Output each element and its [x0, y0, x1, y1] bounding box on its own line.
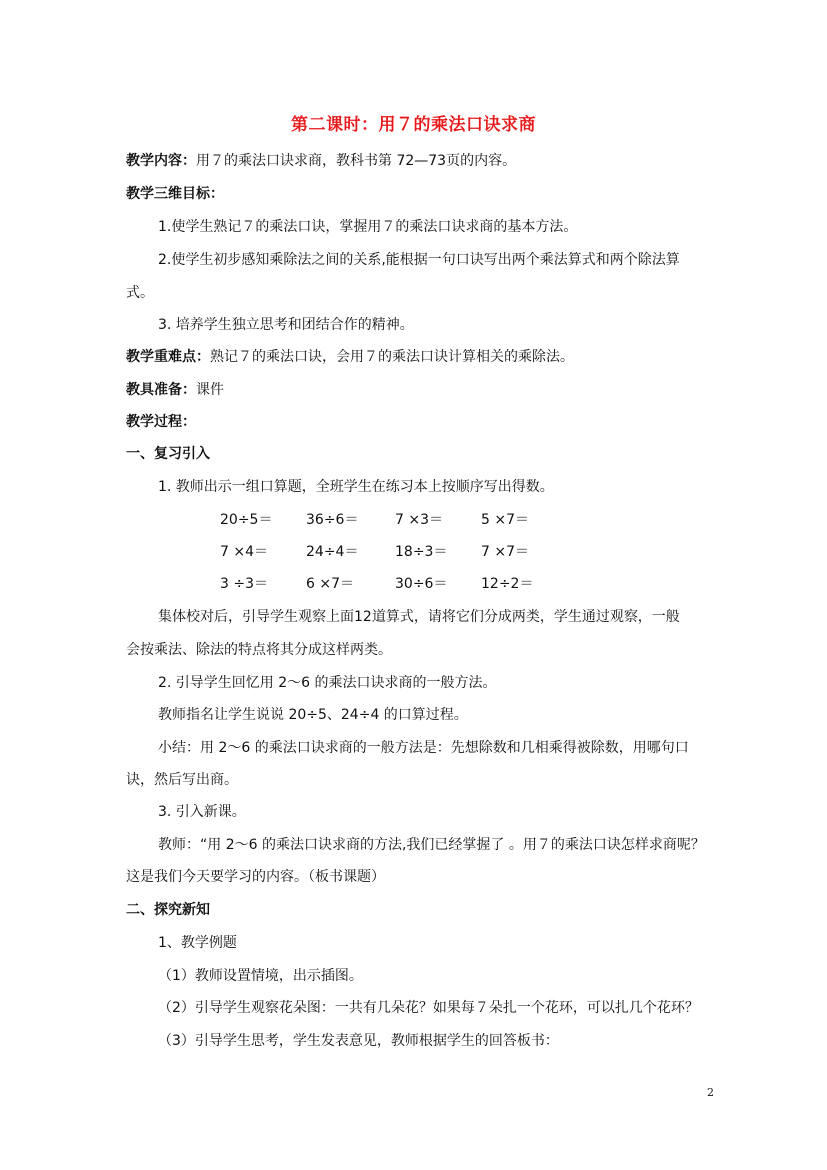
paragraph-line: 会按乘法、除法的特点将其分成这样两类。: [126, 642, 392, 658]
goal-2-line-2: 式。: [126, 285, 154, 301]
key-points-text: 熟记７的乘法口诀，会用７的乘法口诀计算相关的乘除法。: [210, 349, 574, 365]
equation: 30÷6＝: [395, 576, 448, 592]
paragraph-line: 教师指名让学生说说 20÷5、24÷4 的口算过程。: [158, 707, 468, 723]
equation: 3 ÷3＝: [220, 576, 268, 592]
equation: 20÷5＝: [220, 512, 273, 528]
teaching-tools-text: 课件: [196, 382, 224, 398]
teaching-content-label: 教学内容：: [126, 153, 196, 169]
goals-heading: 教学三维目标：: [126, 186, 224, 202]
review-item-3: 3. 引入新课。: [158, 804, 246, 820]
explore-item-1: 1、教学例题: [158, 935, 237, 951]
teaching-tools-label: 教具准备：: [126, 382, 196, 398]
goal-2-line-1: 2.使学生初步感知乘除法之间的关系,能根据一句口诀写出两个乘法算式和两个除法算: [158, 252, 680, 268]
teaching-content-line: [126, 151, 516, 171]
explore-sub-item: （3）引导学生思考，学生发表意见，教师根据学生的回答板书：: [158, 1033, 559, 1049]
goal-1: 1.使学生熟记７的乘法口诀，掌握用７的乘法口诀求商的基本方法。: [158, 219, 578, 235]
paragraph-line: 集体校对后，引导学生观察上面12道算式，请将它们分成两类，学生通过观察，一般: [158, 609, 680, 625]
equation: 12÷2＝: [481, 576, 534, 592]
key-points-line: [126, 347, 574, 367]
process-heading: 教学过程：: [126, 414, 196, 430]
equation: 18÷3＝: [395, 544, 448, 560]
review-item-1: 1. 教师出示一组口算题，全班学生在练习本上按顺序写出得数。: [158, 479, 554, 495]
equation: 6 ×7＝: [306, 576, 354, 592]
page-number: 2: [707, 1086, 714, 1099]
summary-line: 诀，然后写出商。: [126, 772, 238, 788]
review-item-2: 2. 引导学生回忆用 2～6 的乘法口诀求商的一般方法。: [158, 675, 497, 691]
teaching-content-text: 用７的乘法口诀求商，教科书第 72—73页的内容。: [196, 153, 517, 169]
explore-sub-item: （1）教师设置情境，出示插图。: [158, 968, 363, 984]
page-title: 第二课时：用７的乘法口诀求商: [291, 115, 536, 135]
equation: 36÷6＝: [306, 512, 359, 528]
equation: 24÷4＝: [306, 544, 359, 560]
goal-3: 3. 培养学生独立思考和团结合作的精神。: [158, 317, 414, 333]
teacher-quote-line: 这是我们今天要学习的内容。（板书课题）: [126, 869, 385, 885]
equation: 7 ×3＝: [395, 512, 443, 528]
equation: 7 ×4＝: [220, 544, 268, 560]
teacher-quote-line: 教师：“用 2～6 的乘法口诀求商的方法,我们已经掌握了 。用７的乘法口诀怎样求商呢？: [158, 837, 705, 853]
teaching-tools-line: [126, 380, 224, 400]
explore-sub-item: （2）引导学生观察花朵图：一共有几朵花？如果每７朵扎一个花环，可以扎几个花环？: [158, 1000, 699, 1016]
key-points-label: 教学重难点：: [126, 349, 210, 365]
equation: 7 ×7＝: [481, 544, 529, 560]
summary-line: 小结：用 2～6 的乘法口诀求商的一般方法是：先想除数和几相乘得被除数，用哪句口: [158, 740, 689, 756]
section-1-heading: 一、复习引入: [126, 446, 210, 462]
equation: 5 ×7＝: [481, 512, 529, 528]
section-2-heading: 二、探究新知: [126, 902, 210, 918]
